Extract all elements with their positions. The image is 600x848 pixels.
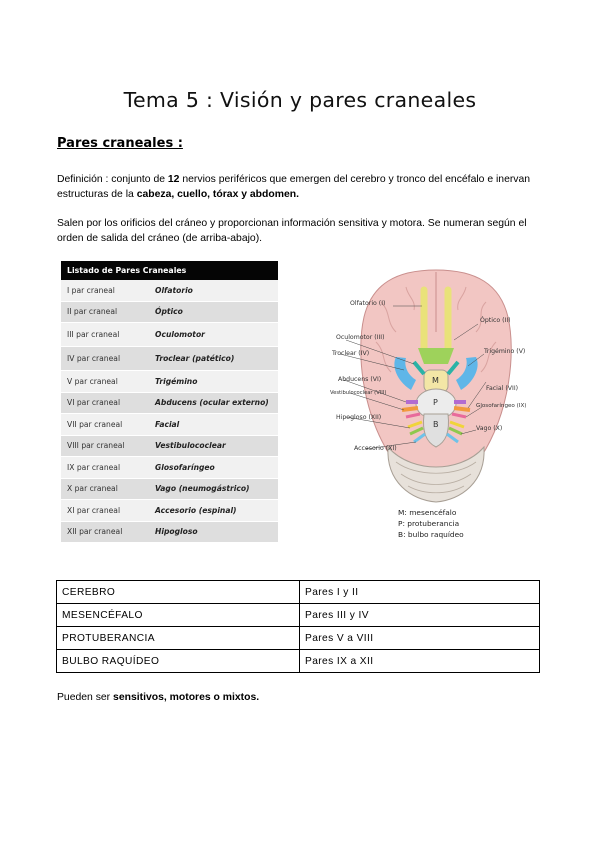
cranial-name-cell: Vestibulococlear [151,435,278,457]
cranial-par-cell: III par craneal [61,323,151,347]
cranial-table-row [61,323,278,347]
label-facial: Facial (VII) [486,385,519,392]
cranial-par-cell: II par craneal [61,301,151,323]
cranial-table-row [61,500,278,522]
cranial-table-row [61,414,278,436]
pares-cell: Pares III y IV [300,604,540,627]
salen-paragraph: Salen por los orificios del cráneo y proporcionan información sensitiva y motora. Se numeran según el orden de salida del cráneo (de arriba-abajo). [57,218,527,244]
cranial-name-cell: Olfatorio [151,280,278,301]
brain-diagram [330,262,536,542]
cranial-table-row [61,478,278,500]
cranial-par-cell: IX par craneal [61,457,151,479]
cranial-par-cell: V par craneal [61,371,151,393]
regions-table-row [57,604,540,627]
cranial-name-cell: Glosofaríngeo [151,457,278,479]
cranial-name-cell: Óptico [151,301,278,323]
cranial-table-row [61,280,278,301]
cranial-table-row [61,371,278,393]
cranial-nerves-table [61,261,278,543]
footer-text: Pueden ser [57,692,114,703]
cranial-par-cell: VIII par craneal [61,435,151,457]
legend-mesencefalo: M: mesencéfalo [398,508,457,517]
definition-text-1: Definición : conjunto de [57,174,168,185]
cranial-table-row [61,435,278,457]
pares-cell: Pares IX a XII [300,650,540,673]
cranial-name-cell: Trigémino [151,371,278,393]
label-b: B [433,420,439,429]
label-accesorio: Accesorio (XI) [354,445,397,452]
cranial-name-cell: Accesorio (espinal) [151,500,278,522]
label-m: M [432,376,439,385]
cranial-par-cell: VII par craneal [61,414,151,436]
cranial-par-cell: IV par craneal [61,347,151,371]
label-vestibulococlear: Vestibulococlear (VIII) [330,390,387,396]
definition-text-2: nervios periféricos que emergen del cerebro y tronco del encéfalo e inervan estructuras de la [57,174,531,200]
pares-cell: Pares I y II [300,581,540,604]
regions-table-row [57,581,540,604]
cranial-table-row [61,392,278,414]
label-hipogloso: Hipogloso (XII) [336,414,382,421]
label-oculomotor: Oculomotor (III) [336,334,385,341]
cranial-par-cell: XII par craneal [61,521,151,543]
cranial-name-cell: Facial [151,414,278,436]
region-cell: BULBO RAQUÍDEO [57,650,300,673]
cranial-name-cell: Hipogloso [151,521,278,543]
definition-bold-1: 12 [167,174,180,185]
region-cell: MESENCÉFALO [57,604,300,627]
pares-cell: Pares V a VIII [300,627,540,650]
cranial-table-header: Listado de Pares Craneales [61,261,278,280]
label-troclear: Troclear (IV) [332,350,370,357]
label-abducens: Abducens (VI) [338,376,382,383]
label-trigemino: Trigémino (V) [484,348,526,355]
page-title: Tema 5 : Visión y pares craneales [123,88,477,112]
footer-bold: sensitivos, motores o mixtos. [113,692,260,703]
legend-bulbo: B: bulbo raquídeo [398,530,464,539]
label-p: P [433,398,438,407]
cranial-par-cell: VI par craneal [61,392,151,414]
region-cell: PROTUBERANCIA [57,627,300,650]
section-heading: Pares craneales : [57,136,183,151]
label-glosofaringeo: Glosofaríngeo (IX) [476,403,527,409]
cranial-par-cell: XI par craneal [61,500,151,522]
cranial-par-cell: I par craneal [61,280,151,301]
cranial-name-cell: Abducens (ocular externo) [151,392,278,414]
cranial-table-row [61,301,278,323]
cranial-name-cell: Troclear (patético) [151,347,278,371]
label-vago: Vago (X) [476,425,503,432]
footer-paragraph [57,690,547,705]
label-optico: Óptico (II) [480,317,511,324]
regions-table-row [57,650,540,673]
cranial-table-row [61,347,278,371]
regions-table-row [57,627,540,650]
cranial-name-cell: Vago (neumogástrico) [151,478,278,500]
definition-paragraph [57,172,547,202]
cranial-table-row [61,521,278,543]
cranial-table-row [61,457,278,479]
region-cell: CEREBRO [57,581,300,604]
regions-table [56,580,540,673]
cranial-par-cell: X par craneal [61,478,151,500]
definition-bold-2: cabeza, cuello, tórax y abdomen. [136,189,299,200]
label-olfatorio: Olfatorio (I) [350,300,386,307]
legend-protuberancia: P: protuberancia [398,519,460,528]
cranial-name-cell: Oculomotor [151,323,278,347]
